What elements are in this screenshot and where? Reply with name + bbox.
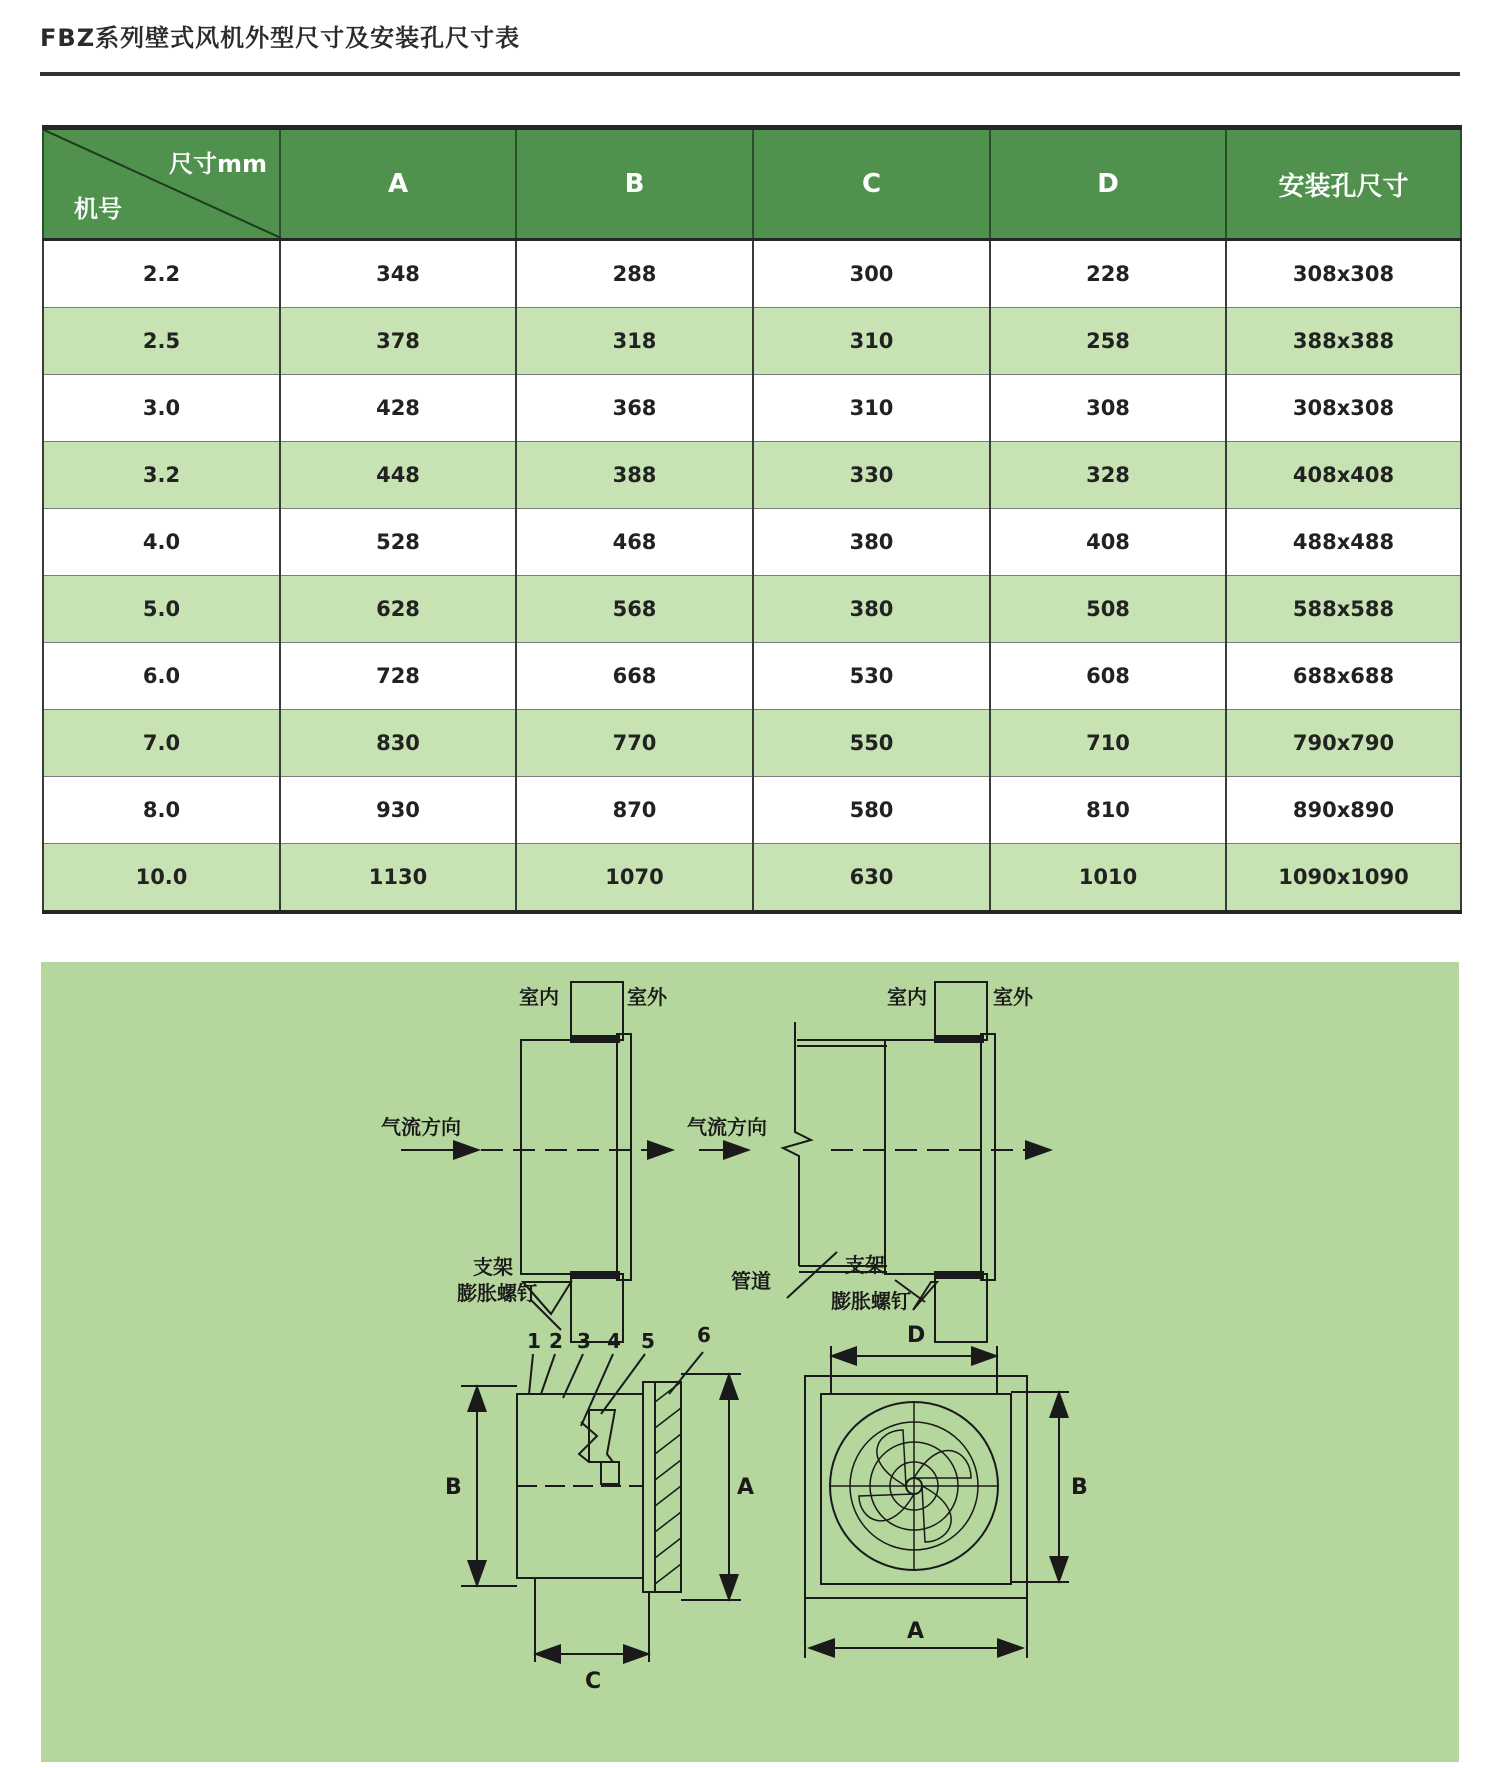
label-airflow-2: 气流方向 [687, 1115, 767, 1139]
model-cell: 3.0 [43, 375, 280, 442]
d-cell: 810 [990, 777, 1226, 844]
a-cell: 348 [280, 240, 516, 308]
installation-drawings [41, 962, 1459, 1762]
label-bolt-1: 膨胀螺钉 [457, 1281, 537, 1305]
corner-header-cell [43, 128, 280, 240]
a-cell: 930 [280, 777, 516, 844]
d-cell: 508 [990, 576, 1226, 643]
table-row [43, 442, 1461, 509]
installation-diagram-panel [41, 962, 1459, 1762]
title-divider [40, 72, 1460, 76]
a-cell: 1130 [280, 844, 516, 913]
model-cell: 8.0 [43, 777, 280, 844]
part-number-2: 2 [549, 1329, 563, 1353]
hole-size-cell: 588x588 [1226, 576, 1461, 643]
label-bracket-1: 支架 [473, 1255, 513, 1279]
hole-size-cell: 688x688 [1226, 643, 1461, 710]
corner-model-label: 机号 [74, 195, 122, 223]
part-number-6: 6 [697, 1323, 711, 1347]
hole-size-cell: 308x308 [1226, 240, 1461, 308]
dimension-table [42, 125, 1462, 914]
c-cell: 300 [753, 240, 990, 308]
header-col-hole-size: 安装孔尺寸 [1226, 128, 1461, 240]
d-cell: 408 [990, 509, 1226, 576]
b-cell: 388 [516, 442, 753, 509]
c-cell: 530 [753, 643, 990, 710]
b-cell: 1070 [516, 844, 753, 913]
label-duct: 管道 [731, 1269, 771, 1293]
hole-size-cell: 388x388 [1226, 308, 1461, 375]
hole-size-cell: 1090x1090 [1226, 844, 1461, 913]
table-row [43, 844, 1461, 913]
page-title: FBZ系列壁式风机外型尺寸及安装孔尺寸表 [40, 24, 521, 52]
dim-label-d-front: D [907, 1323, 926, 1348]
d-cell: 328 [990, 442, 1226, 509]
hole-size-cell: 890x890 [1226, 777, 1461, 844]
hole-size-cell: 488x488 [1226, 509, 1461, 576]
c-cell: 380 [753, 509, 990, 576]
model-cell: 10.0 [43, 844, 280, 913]
b-cell: 668 [516, 643, 753, 710]
dim-label-c-section: C [585, 1669, 602, 1694]
d-cell: 228 [990, 240, 1226, 308]
c-cell: 310 [753, 375, 990, 442]
label-indoor-2: 室内 [887, 985, 927, 1009]
label-outdoor-2: 室外 [993, 985, 1033, 1009]
label-airflow-1: 气流方向 [381, 1115, 461, 1139]
b-cell: 368 [516, 375, 753, 442]
table-row [43, 777, 1461, 844]
table-header-row [43, 128, 1461, 240]
model-cell: 6.0 [43, 643, 280, 710]
table-row [43, 308, 1461, 375]
c-cell: 380 [753, 576, 990, 643]
label-bolt-2: 膨胀螺钉 [831, 1289, 911, 1313]
corner-dimension-label: 尺寸mm [168, 150, 267, 178]
c-cell: 330 [753, 442, 990, 509]
part-number-4: 4 [607, 1329, 621, 1353]
dim-label-b-front: B [1071, 1475, 1088, 1500]
table-row [43, 509, 1461, 576]
front-view-drawing [805, 1346, 1069, 1658]
c-cell: 550 [753, 710, 990, 777]
hole-size-cell: 408x408 [1226, 442, 1461, 509]
hole-size-cell: 790x790 [1226, 710, 1461, 777]
d-cell: 710 [990, 710, 1226, 777]
b-cell: 870 [516, 777, 753, 844]
c-cell: 630 [753, 844, 990, 913]
table-row [43, 576, 1461, 643]
d-cell: 258 [990, 308, 1226, 375]
d-cell: 308 [990, 375, 1226, 442]
section-view-drawing [461, 1352, 741, 1662]
a-cell: 428 [280, 375, 516, 442]
d-cell: 1010 [990, 844, 1226, 913]
b-cell: 318 [516, 308, 753, 375]
label-indoor-1: 室内 [519, 985, 559, 1009]
a-cell: 830 [280, 710, 516, 777]
model-cell: 5.0 [43, 576, 280, 643]
header-col-a: A [280, 128, 516, 240]
b-cell: 770 [516, 710, 753, 777]
b-cell: 568 [516, 576, 753, 643]
label-outdoor-1: 室外 [627, 985, 667, 1009]
b-cell: 288 [516, 240, 753, 308]
header-col-b: B [516, 128, 753, 240]
wall-mount-side-view [401, 982, 673, 1342]
table-row [43, 710, 1461, 777]
model-cell: 2.2 [43, 240, 280, 308]
dim-label-a-section: A [737, 1475, 755, 1500]
a-cell: 378 [280, 308, 516, 375]
table-row [43, 240, 1461, 308]
header-col-c: C [753, 128, 990, 240]
a-cell: 448 [280, 442, 516, 509]
part-number-1: 1 [527, 1329, 541, 1353]
d-cell: 608 [990, 643, 1226, 710]
table-row [43, 643, 1461, 710]
model-cell: 3.2 [43, 442, 280, 509]
a-cell: 628 [280, 576, 516, 643]
table-row [43, 375, 1461, 442]
a-cell: 528 [280, 509, 516, 576]
model-cell: 2.5 [43, 308, 280, 375]
part-number-5: 5 [641, 1329, 655, 1353]
model-cell: 4.0 [43, 509, 280, 576]
a-cell: 728 [280, 643, 516, 710]
b-cell: 468 [516, 509, 753, 576]
model-cell: 7.0 [43, 710, 280, 777]
part-number-3: 3 [577, 1329, 591, 1353]
header-col-d: D [990, 128, 1226, 240]
c-cell: 310 [753, 308, 990, 375]
dim-label-b-section: B [445, 1475, 462, 1500]
label-bracket-2: 支架 [845, 1253, 885, 1277]
hole-size-cell: 308x308 [1226, 375, 1461, 442]
dim-label-a-front: A [907, 1619, 925, 1644]
c-cell: 580 [753, 777, 990, 844]
